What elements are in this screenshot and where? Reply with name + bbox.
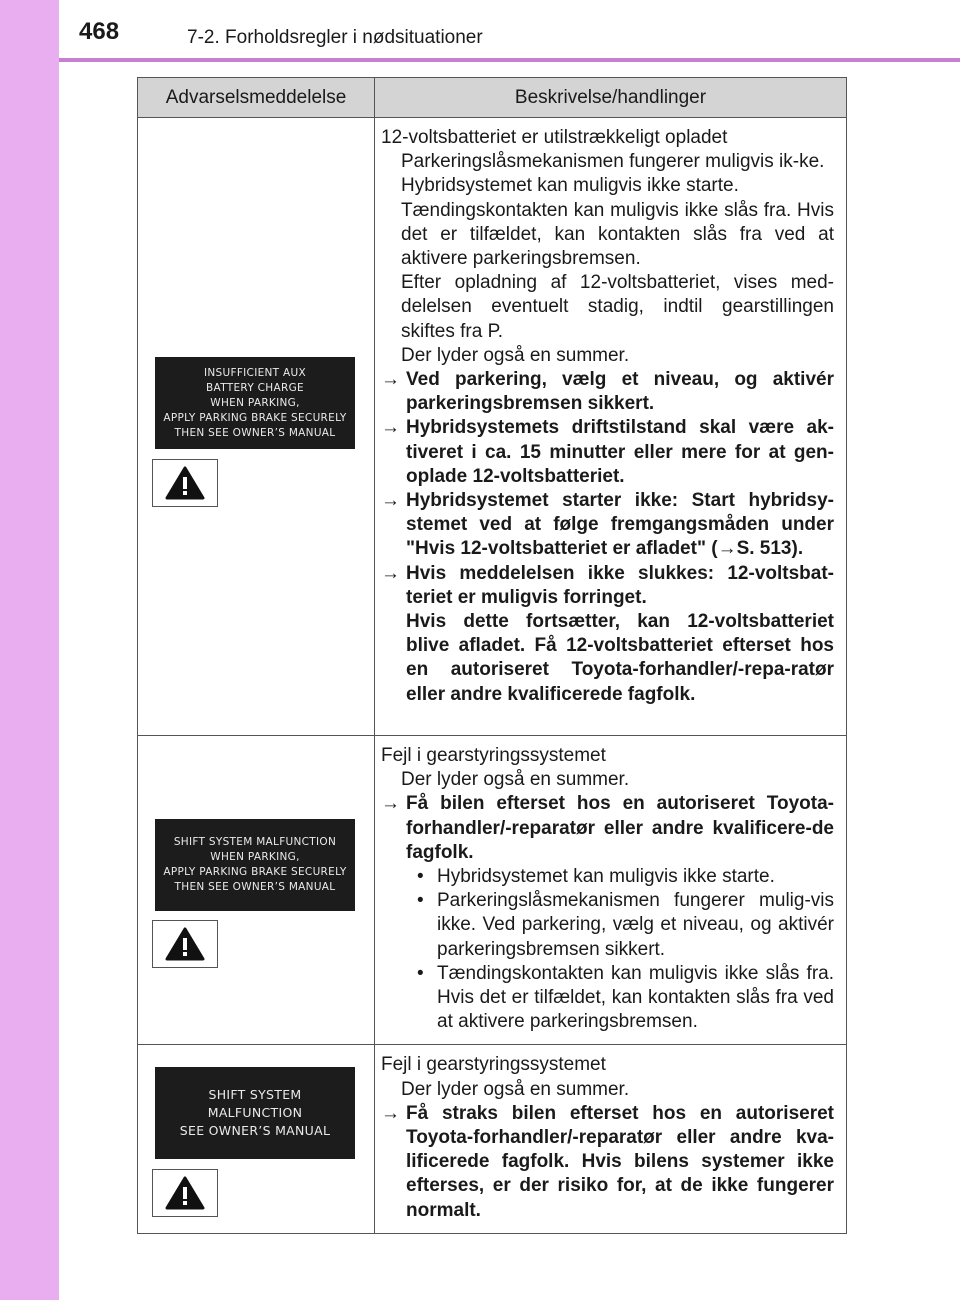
display-line: BATTERY CHARGE [206, 381, 304, 394]
display-message [155, 357, 355, 449]
warning-symbol-box [152, 920, 218, 968]
page-header [59, 0, 960, 60]
bullet-item: • Hybridsystemet kan muligvis ikke starte. [381, 865, 834, 889]
bullet-text: Parkeringslåsmekanismen fungerer mulig-vis ikke. Ved parkering, vælg et niveau, og aktivér parkeringsbremsen sikkert. [437, 890, 834, 960]
arrow-right-icon: → [381, 369, 400, 391]
description-cell [375, 118, 847, 736]
action-text: Få bilen efterset hos en autoriseret Toyota-forhandler/-reparatør eller andre kvalificere-de fagfolk. [406, 793, 834, 863]
arrow-right-icon: → [381, 490, 400, 512]
page-reference-link[interactable]: S. 513). [736, 538, 804, 560]
action-text: Hybridsystemet starter ikke: Start hybridsy-stemet ved at følge fremgangsmåden under "Hvis 12-voltsbatteriet er afladet" ( [406, 490, 834, 560]
action-text: Få straks bilen efterset hos en autoriseret Toyota-forhandler/-reparatør eller andre kva-lificerede fagfolk. Hvis bilens systemer ikke efterses, er der risiko for, at de ikke fungerer normalt. [406, 1102, 834, 1221]
note-text: Efter opladning af 12-voltsbatteriet, vises med-delelsen eventuelt stadig, indtil gearstillingen skiftes fra P. [401, 272, 834, 342]
section-side-tab [0, 0, 59, 1300]
display-line: SHIFT SYSTEM [208, 1087, 302, 1103]
display-line: APPLY PARKING BRAKE SECURELY [163, 411, 347, 424]
table-row [138, 118, 847, 736]
column-header-description: Beskrivelse/handlinger [375, 78, 847, 118]
action-item [381, 416, 834, 489]
action-item [381, 562, 834, 707]
description-cell [375, 736, 847, 1045]
table-row [138, 1045, 847, 1233]
warning-triangle-icon [165, 927, 205, 961]
message-image-cell [138, 118, 375, 736]
display-line: MALFUNCTION [207, 1105, 303, 1121]
note-text: Der lyder også en summer. [401, 769, 630, 791]
display-line: WHEN PARKING, [210, 851, 300, 863]
action-text: Hybridsystemets driftstilstand skal være ak-tiveret i ca. 15 minutter eller mere for at gen-oplade 12-voltsbatteriet. [406, 417, 834, 487]
warning-message-table [137, 77, 847, 1234]
display-message [155, 1067, 355, 1159]
note-text: Tændingskontakten kan muligvis ikke slås fra. Hvis det er tilfældet, kan kontakten slås fra ved at aktivere parkeringsbremsen. [401, 199, 834, 270]
action-item [381, 792, 834, 865]
display-line: THEN SEE OWNER’S MANUAL [174, 881, 336, 893]
note-text: Der lyder også en summer. [401, 1078, 630, 1100]
message-image-cell [138, 1045, 375, 1233]
display-line: APPLY PARKING BRAKE SECURELY [163, 866, 347, 878]
display-line: WHEN PARKING, [210, 396, 300, 409]
display-line: SEE OWNER’S MANUAL [179, 1123, 331, 1139]
bullet-text: Hybridsystemet kan muligvis ikke starte. [437, 866, 775, 888]
arrow-right-icon: → [381, 1102, 400, 1124]
table-row [138, 736, 847, 1045]
page-number: 468 [79, 18, 120, 45]
arrow-right-icon: → [381, 562, 400, 584]
bullet-item: • Parkeringslåsmekanismen fungerer mulig-vis ikke. Ved parkering, vælg et niveau, og aktivér parkeringsbremsen sikkert. [381, 889, 834, 962]
action-text: Hvis dette fortsætter, kan 12-voltsbatteriet blive afladet. Få 12-voltsbatteriet efterset hos en autoriseret Toyota-forhandler/-repa-ratør eller andre kvalificerede fagfolk. [406, 611, 834, 705]
header-divider [59, 58, 960, 62]
message-title: Fejl i gearstyringssystemet [381, 1054, 606, 1076]
column-header-message: Advarselsmeddelelse [138, 78, 375, 118]
note-text: Der lyder også en summer. [401, 344, 630, 366]
warning-triangle-icon [165, 466, 205, 500]
action-item [381, 1102, 834, 1223]
message-title: Fejl i gearstyringssystemet [381, 745, 606, 766]
action-text: Ved parkering, vælg et niveau, og aktivér parkeringsbremsen sikkert. [406, 369, 834, 415]
table-header-row [138, 78, 847, 118]
warning-symbol-box [152, 459, 218, 507]
bullet-text: Tændingskontakten kan muligvis ikke slås fra. Hvis det er tilfældet, kan kontakten slås fra ved at aktivere parkeringsbremsen. [437, 962, 834, 1033]
note-text: Parkeringslåsmekanismen fungerer muligvis ik-ke. [401, 151, 825, 173]
arrow-right-icon: → [717, 538, 737, 560]
arrow-right-icon: → [381, 417, 400, 439]
chapter-title: 7-2. Forholdsregler i nødsituationer [187, 27, 483, 48]
message-title: 12-voltsbatteriet er utilstrækkeligt opladet [381, 127, 728, 148]
warning-symbol-box [152, 1169, 218, 1217]
arrow-right-icon: → [381, 793, 400, 815]
description-cell [375, 1045, 847, 1233]
note-text: Hybridsystemet kan muligvis ikke starte. [401, 175, 739, 197]
display-line: THEN SEE OWNER’S MANUAL [174, 426, 336, 439]
message-image-cell [138, 736, 375, 1045]
display-line: SHIFT SYSTEM MALFUNCTION [173, 836, 337, 848]
action-text: Hvis meddelelsen ikke slukkes: 12-voltsbat-teriet er muligvis forringet. [406, 562, 834, 608]
display-line: INSUFFICIENT AUX [203, 366, 306, 379]
action-item [381, 489, 834, 562]
bullet-item: • Tændingskontakten kan muligvis ikke slås fra. Hvis det er tilfældet, kan kontakten slås fra ved at aktivere parkeringsbremsen. [381, 962, 834, 1035]
action-item [381, 368, 834, 416]
display-message [155, 819, 355, 911]
warning-triangle-icon [165, 1176, 205, 1210]
